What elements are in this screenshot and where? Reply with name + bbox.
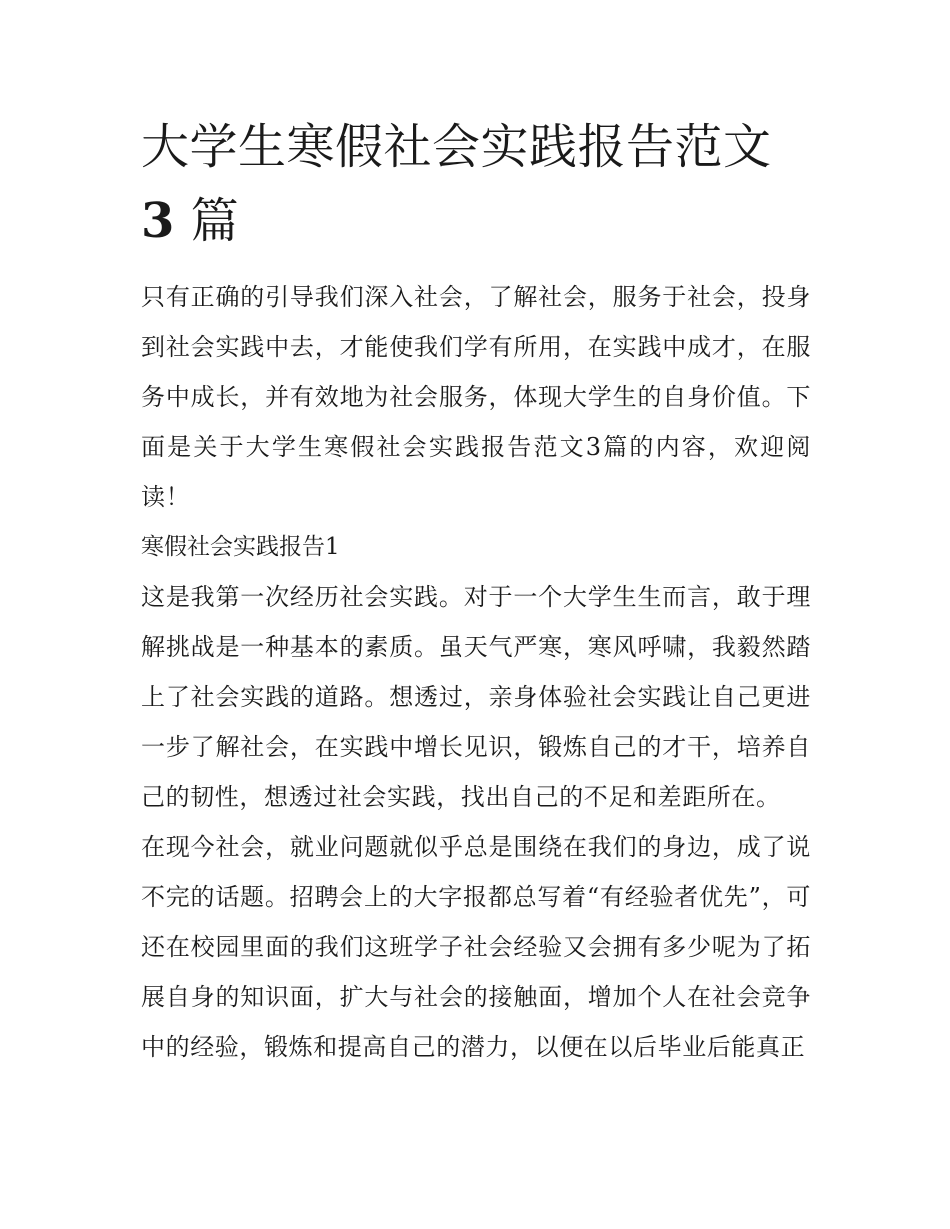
document-title [141, 110, 811, 258]
title-number: 3 [141, 193, 175, 249]
document-content [141, 110, 811, 1072]
body-paragraph-1: 这是我第一次经历社会实践。对于一个大学生生而言，敢于理解挑战是一种基本的素质。虽天气严寒，寒风呼啸，我毅然踏上了社会实践的道路。想透过，亲身体验社会实践让自己更进一步了解社会，在实践中增长见识，锻炼自己的才干，培养自己的韧性，想透过社会实践，找出自己的不足和差距所在。 [141, 583, 811, 811]
title-line-1: 大学生寒假社会实践报告范文 [141, 119, 772, 175]
intro-paragraph: 只有正确的引导我们深入社会，了解社会，服务于社会，投身到社会实践中去，才能使我们学有所用，在实践中成才，在服务中成长，并有效地为社会服务，体现大学生的自身价值。下面是关于大学生寒假社会实践报告范文3篇的内容，欢迎阅读！ [141, 283, 811, 511]
body-paragraph-2: 在现今社会，就业问题就似乎总是围绕在我们的身边，成了说不完的话题。招聘会上的大字报都总写着“有经验者优先”，可还在校园里面的我们这班学子社会经验又会拥有多少呢为了拓展自身的知识面，扩大与社会的接触面，增加个人在社会竞争中的经验，锻炼和提高自己的潜力，以便在以后毕业后能真正 [141, 833, 811, 1061]
title-suffix: 篇 [190, 193, 240, 249]
section-heading: 寒假社会实践报告1 [141, 534, 340, 560]
